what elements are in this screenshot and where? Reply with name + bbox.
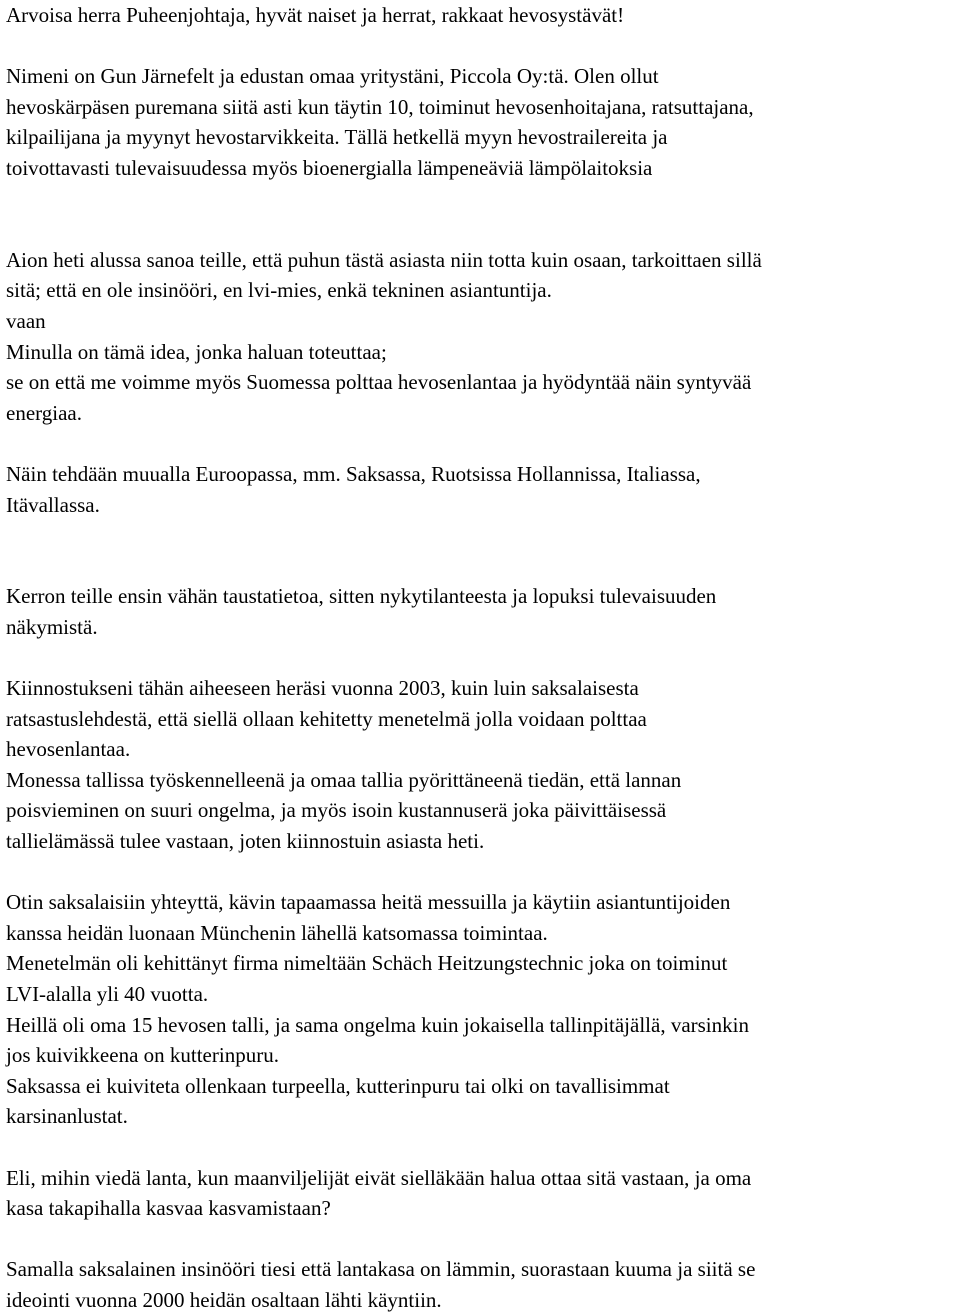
text-line: hevoskärpäsen puremana siitä asti kun täytin 10, toiminut hevosenhoitajana, ratsuttajana, xyxy=(6,94,754,119)
text-line: kasa takapihalla kasvaa kasvamistaan? xyxy=(6,1196,331,1221)
text-line: Heillä oli oma 15 hevosen talli, ja sama ongelma kuin jokaisella tallinpitäjällä, varsinkin xyxy=(6,1012,749,1037)
blank-line xyxy=(6,520,956,551)
text-line: Saksassa ei kuiviteta ollenkaan turpeella, kutterinpuru tai olki on tavallisimmat xyxy=(6,1073,670,1098)
text-line: hevosenlantaa. xyxy=(6,737,131,762)
blank-line xyxy=(6,642,956,673)
text-line: Otin saksalaisiin yhteyttä, kävin tapaamassa heitä messuilla ja käytiin asiantuntijoiden xyxy=(6,890,731,915)
text-line: tallielämässä tulee vastaan, joten kiinnostuin asiasta heti. xyxy=(6,829,485,854)
text-line: Nimeni on Gun Järnefelt ja edustan omaa yritystäni, Piccola Oy:tä. Olen ollut xyxy=(6,64,659,89)
text-line: jos kuivikkeena on kutterinpuru. xyxy=(6,1043,279,1068)
text-line: poisvieminen on suuri ongelma, ja myös isoin kustannuserä joka päivittäisessä xyxy=(6,798,667,823)
blank-line xyxy=(6,857,956,888)
text-line: karsinanlustat. xyxy=(6,1104,128,1129)
blank-line xyxy=(6,31,956,62)
blank-line xyxy=(6,551,956,582)
text-line: Arvoisa herra Puheenjohtaja, hyvät naiset ja herrat, rakkaat hevosystävät! xyxy=(6,3,625,27)
text-line: ideointi vuonna 2000 heidän osaltaan lähti käyntiin. xyxy=(6,1287,442,1312)
blank-line xyxy=(6,184,956,215)
text-line: toivottavasti tulevaisuudessa myös bioenergialla lämpeneäviä lämpölaitoksia xyxy=(6,155,653,180)
blank-line xyxy=(6,1132,956,1163)
text-line: Monessa tallissa työskennelleenä ja omaa tallia pyörittäneenä tiedän, että lannan xyxy=(6,767,682,792)
text-line: sitä; että en ole insinööri, en lvi-mies, enkä tekninen asiantuntija. xyxy=(6,278,552,303)
blank-line xyxy=(6,428,956,459)
text-line: Aion heti alussa sanoa teille, että puhun tästä asiasta niin totta kuin osaan, tarkoittaen sillä xyxy=(6,247,762,272)
text-line: Kerron teille ensin vähän taustatietoa, sitten nykytilanteesta ja lopuksi tulevaisuuden xyxy=(6,584,717,609)
text-line: Menetelmän oli kehittänyt firma nimeltään Schäch Heitzungstechnic joka on toiminut xyxy=(6,951,728,976)
text-line: Kiinnostukseni tähän aiheeseen heräsi vuonna 2003, kuin luin saksalaisesta xyxy=(6,676,639,701)
text-line: Näin tehdään muualla Euroopassa, mm. Saksassa, Ruotsissa Hollannissa, Italiassa, xyxy=(6,461,701,486)
text-line: kanssa heidän luonaan Münchenin lähellä katsomassa toimintaa. xyxy=(6,920,548,945)
text-line: LVI-alalla yli 40 vuotta. xyxy=(6,982,209,1006)
text-line: näkymistä. xyxy=(6,614,98,639)
text-line: Samalla saksalainen insinööri tiesi että lantakasa on lämmin, suorastaan kuuma ja siitä se xyxy=(6,1257,756,1282)
text-line: energiaa. xyxy=(6,400,82,425)
text-line: se on että me voimme myös Suomessa polttaa hevosenlantaa ja hyödyntää näin syntyvää xyxy=(6,370,752,395)
blank-line xyxy=(6,214,956,245)
text-line: Eli, mihin viedä lanta, kun maanviljelijät eivät sielläkään halua ottaa sitä vastaan, ja oma xyxy=(6,1165,752,1190)
text-line: kilpailijana ja myynyt hevostarvikkeita. Tällä hetkellä myyn hevostrailereita ja xyxy=(6,125,668,150)
text-line: ratsastuslehdestä, että siellä ollaan kehitetty menetelmä jolla voidaan polttaa xyxy=(6,706,647,731)
document-body xyxy=(6,0,956,1316)
text-line: vaan xyxy=(6,308,46,333)
text-line: Minulla on tämä idea, jonka haluan toteuttaa; xyxy=(6,339,387,364)
blank-line xyxy=(6,1224,956,1255)
text-line: Itävallassa. xyxy=(6,492,100,517)
